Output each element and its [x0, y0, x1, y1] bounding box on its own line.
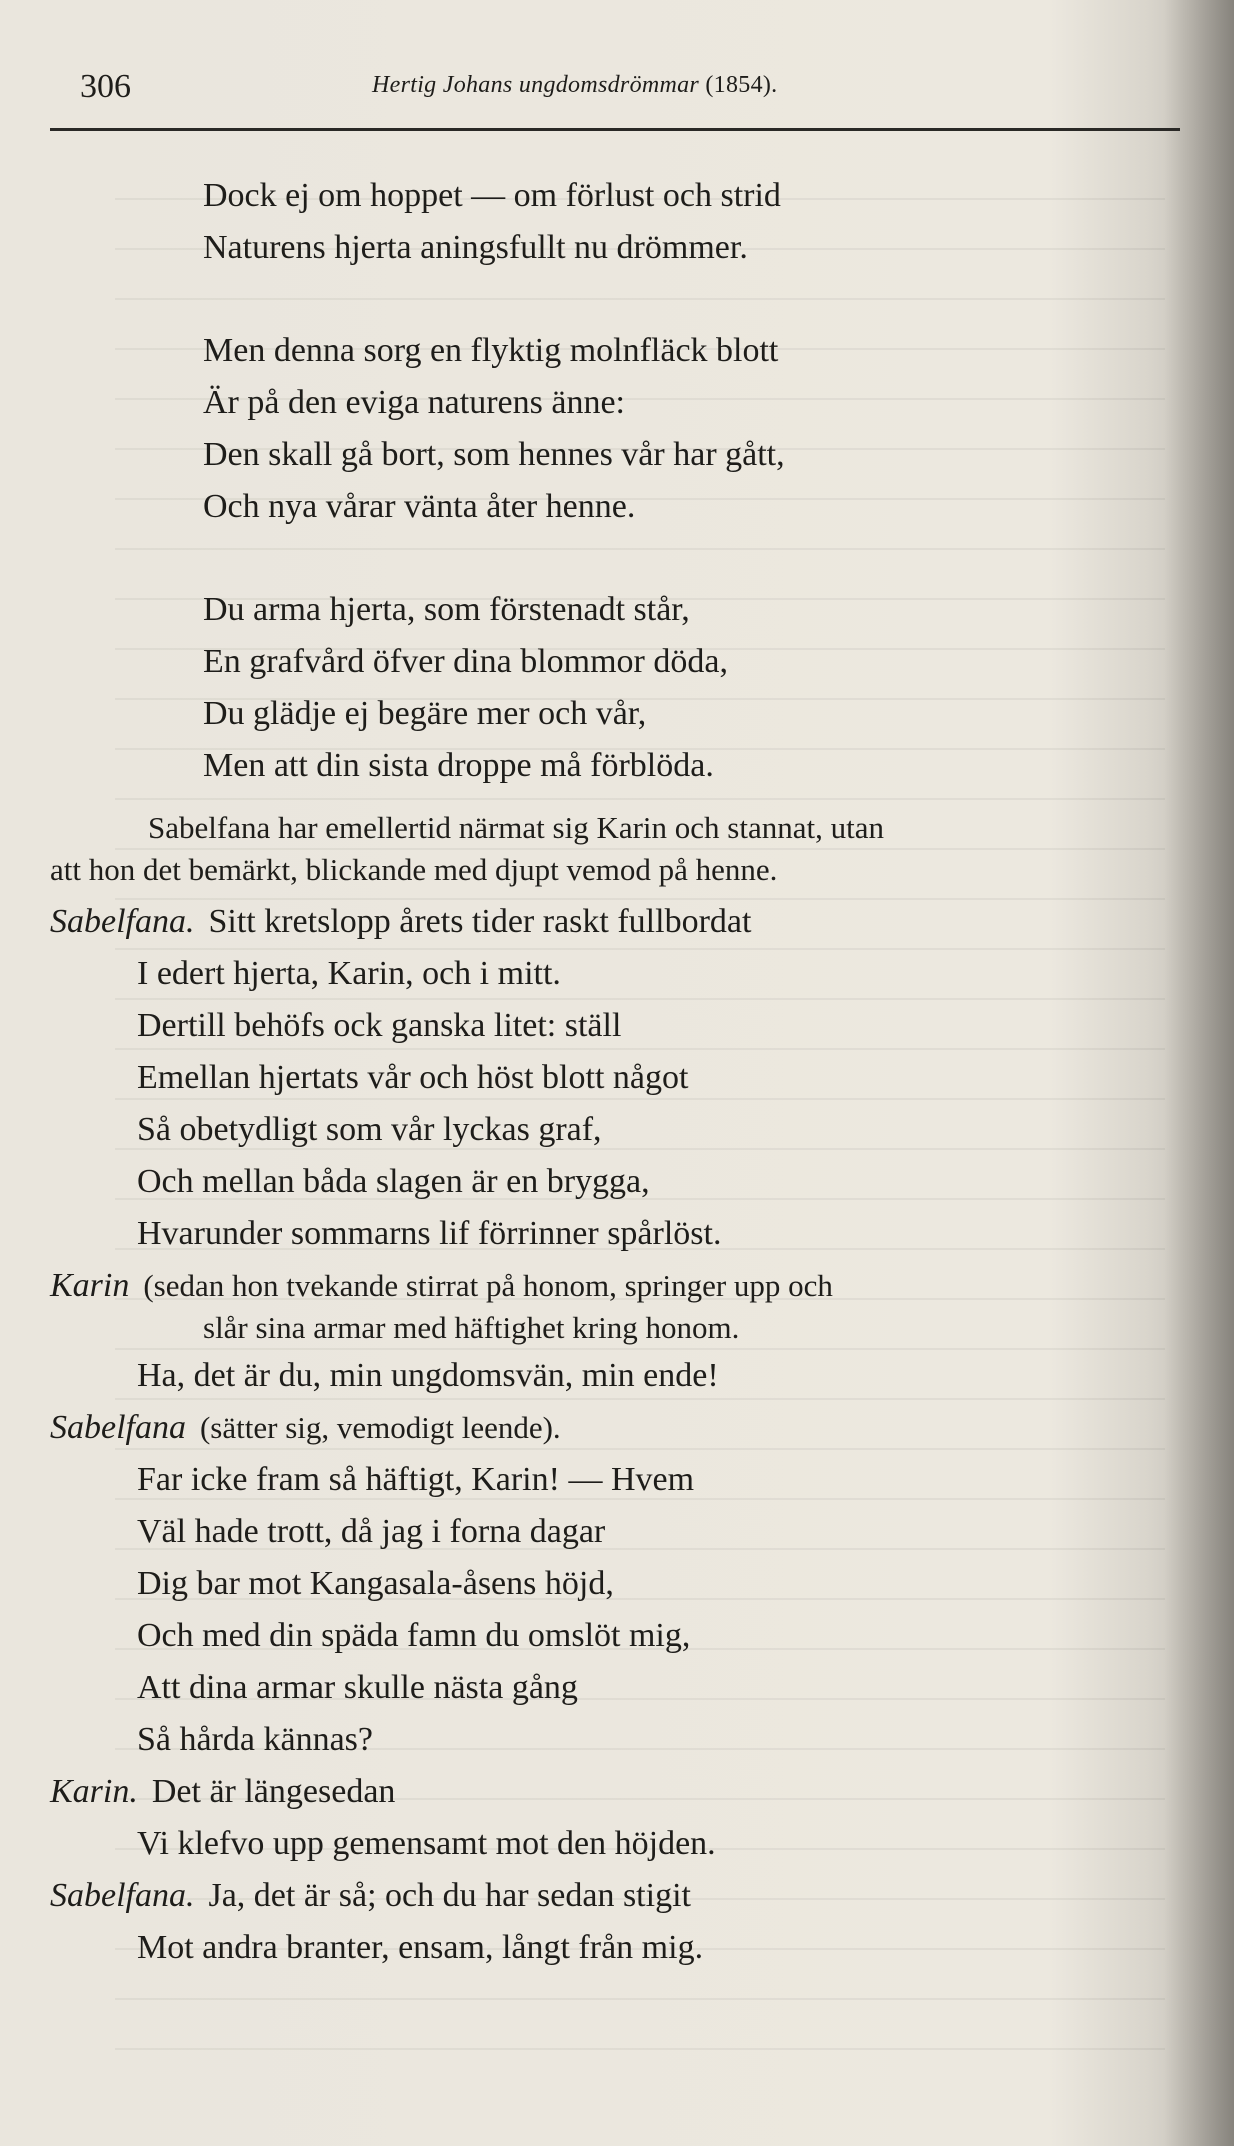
verse-line: Men denna sorg en flyktig molnfläck blott [203, 332, 779, 369]
verse-line: Är på den eviga naturens änne: [203, 384, 625, 421]
dialogue-line [50, 1408, 561, 1448]
verse-line: Du glädje ej begäre mer och vår, [203, 695, 647, 732]
speaker-name: Karin [50, 1267, 130, 1304]
page-header [0, 68, 1234, 108]
running-title-text: Hertig Johans ungdomsdrömmar [372, 72, 700, 98]
dialogue-text: Det är längesedan [151, 1773, 396, 1810]
speaker-name: Sabelfana. [50, 1877, 195, 1914]
dialogue-line: Så hårda kännas? [137, 1721, 374, 1758]
dialogue-line: Emellan hjertats vår och höst blott något [137, 1059, 689, 1096]
verse-line: En grafvård öfver dina blommor döda, [203, 643, 728, 680]
stage-direction: Sabelfana har emellertid närmat sig Karin och stannat, utan [148, 810, 884, 845]
verse-line: Men att din sista droppe må förblöda. [203, 747, 714, 784]
dialogue-line: Så obetydligt som vår lyckas graf, [137, 1111, 602, 1148]
running-title [372, 72, 777, 99]
dialogue-line [50, 902, 751, 942]
speaker-name: Sabelfana [50, 1409, 186, 1446]
dialogue-text: Ja, det är så; och du har sedan stigit [208, 1877, 691, 1914]
stage-direction: att hon det bemärkt, blickande med djupt vemod på henne. [50, 852, 778, 887]
verse-line: Du arma hjerta, som förstenadt står, [203, 591, 690, 628]
dialogue-line: Vi klefvo upp gemensamt mot den höjden. [137, 1825, 716, 1862]
verse-line: Och nya vårar vänta åter henne. [203, 488, 636, 525]
stage-direction: (sätter sig, vemodigt leende). [199, 1410, 561, 1445]
dialogue-line: Mot andra branter, ensam, långt från mig. [137, 1929, 704, 1966]
header-rule [50, 128, 1180, 131]
running-title-year: (1854). [705, 72, 778, 98]
page-number: 306 [80, 68, 131, 105]
dialogue-line [50, 1876, 691, 1916]
dialogue-text: Sitt kretslopp årets tider raskt fullbordat [208, 903, 752, 940]
dialogue-line: Och mellan båda slagen är en brygga, [137, 1163, 650, 1200]
verse-line: Naturens hjerta aningsfullt nu drömmer. [203, 229, 748, 266]
dialogue-line: Dig bar mot Kangasala-åsens höjd, [137, 1565, 614, 1602]
speaker-name: Karin. [50, 1773, 138, 1810]
verse-line: Dock ej om hoppet — om förlust och strid [203, 177, 781, 214]
dialogue-line: Far icke fram så häftigt, Karin! — Hvem [137, 1461, 695, 1498]
dialogue-line: Att dina armar skulle nästa gång [137, 1669, 578, 1706]
dialogue-line: Hvarunder sommarns lif förrinner spårlöst. [137, 1215, 722, 1252]
dialogue-line: Dertill behöfs ock ganska litet: ställ [137, 1007, 622, 1044]
dialogue-line [50, 1772, 395, 1812]
dialogue-line: Ha, det är du, min ungdomsvän, min ende! [137, 1357, 719, 1394]
book-spine-shadow [1164, 0, 1234, 2146]
stage-direction: slår sina armar med häftighet kring honom. [203, 1310, 740, 1345]
stage-direction: (sedan hon tvekande stirrat på honom, springer upp och [143, 1268, 833, 1303]
dialogue-line [50, 1266, 833, 1306]
verse-line: Den skall gå bort, som hennes vår har gått, [203, 436, 785, 473]
dialogue-line: I edert hjerta, Karin, och i mitt. [137, 955, 561, 992]
dialogue-line: Och med din späda famn du omslöt mig, [137, 1617, 691, 1654]
dialogue-line: Väl hade trott, då jag i forna dagar [137, 1513, 606, 1550]
speaker-name: Sabelfana. [50, 903, 195, 940]
